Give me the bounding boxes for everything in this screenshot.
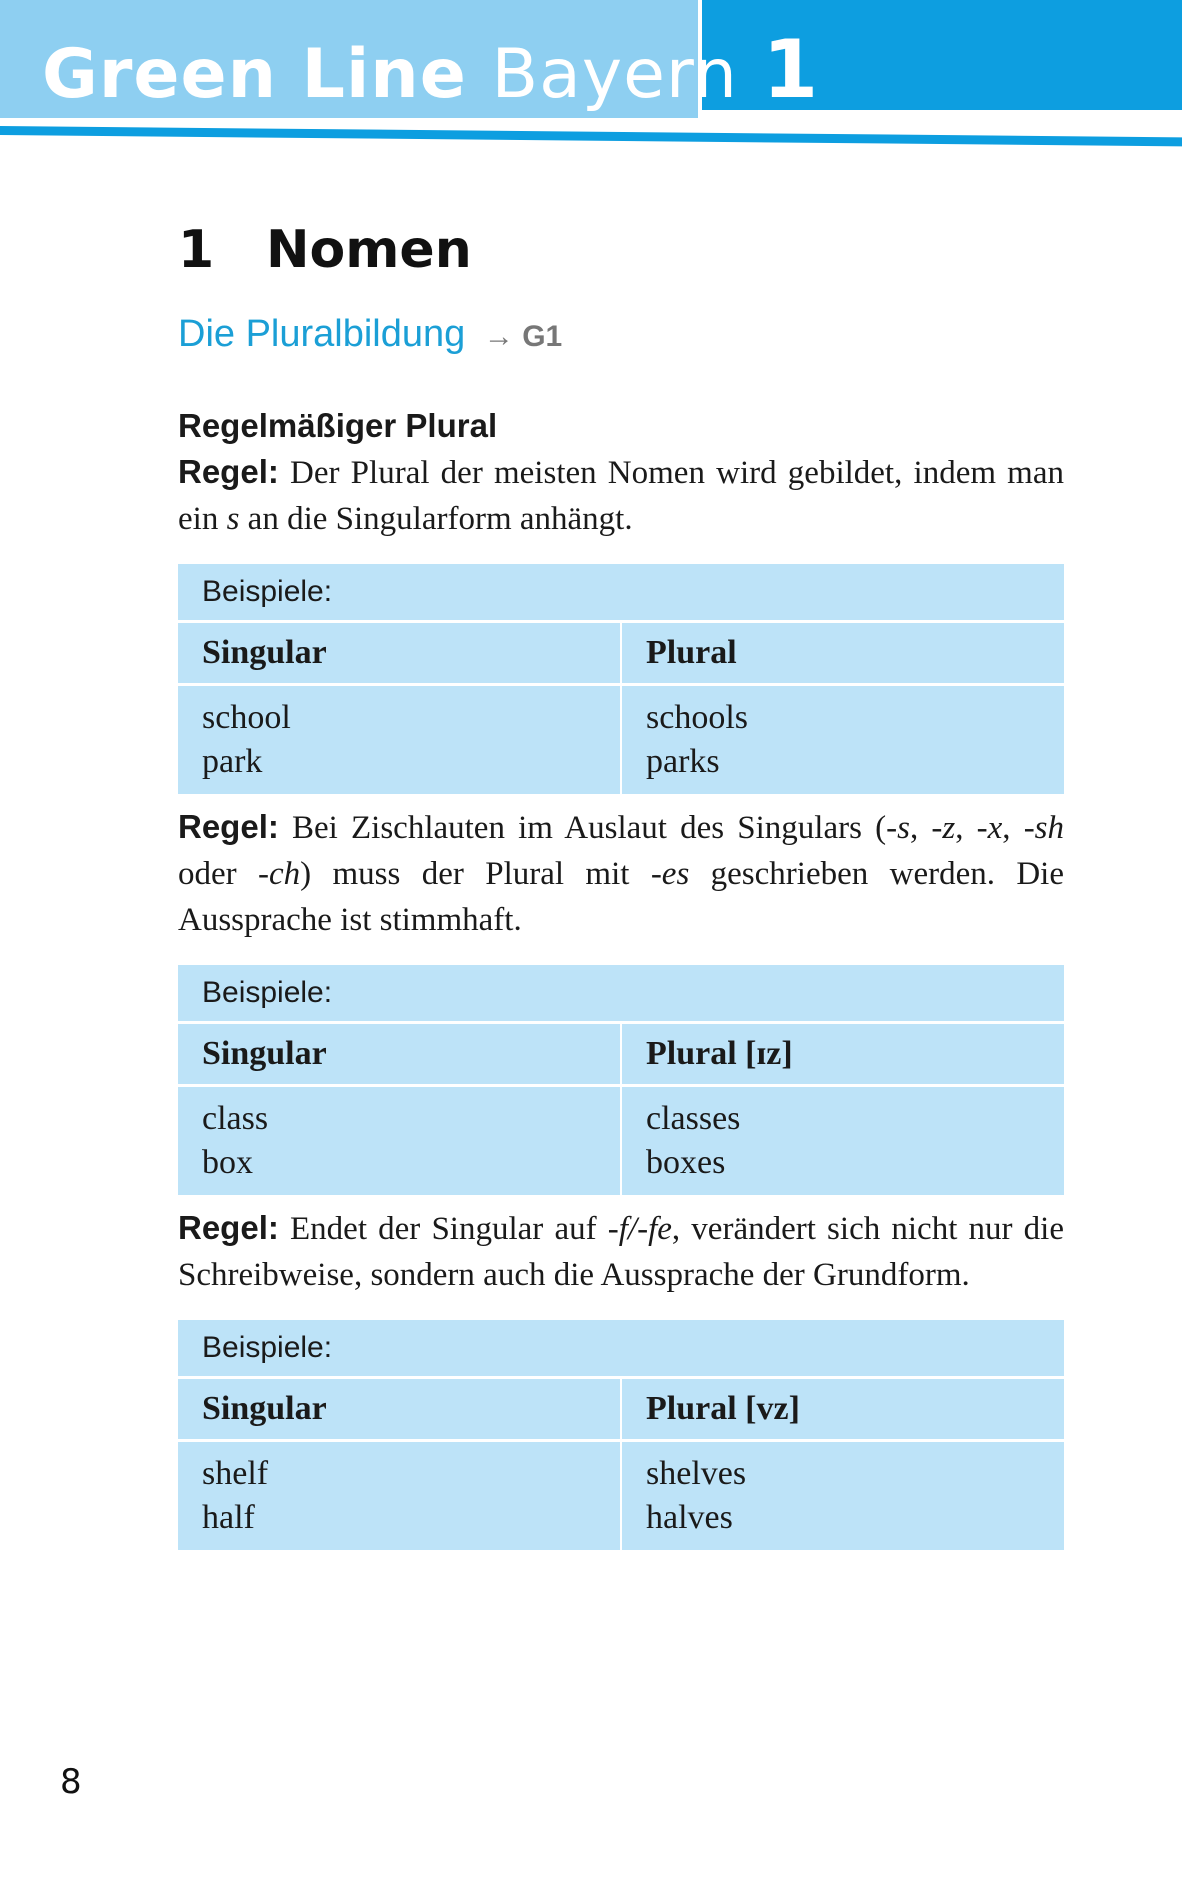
plural-cell <box>622 686 1064 794</box>
example-label: Beispiele: <box>178 564 1064 623</box>
series-title-light: Bayern <box>491 35 738 114</box>
rule-text-run: Der Plural der meisten Nomen wird gebildet, indem man ein <box>178 455 1064 537</box>
rule-text-italic: -es <box>650 856 690 892</box>
example-table <box>178 564 1064 794</box>
subsection-title: Regelmäßiger Plural <box>178 407 498 444</box>
example-grid <box>178 1379 1064 1550</box>
rule-label: Regel: <box>178 453 279 490</box>
rule-text-italic: -s <box>886 810 910 846</box>
plural-cell <box>622 1442 1064 1550</box>
example-grid <box>178 623 1064 794</box>
singular-word: class <box>202 1100 269 1137</box>
rule-label: Regel: <box>178 1209 279 1246</box>
example-grid <box>178 1024 1064 1195</box>
plural-word: schools <box>646 699 748 736</box>
rule-text-run: Endet der Singular auf <box>278 1211 608 1247</box>
rule-text <box>178 455 1064 537</box>
rule-paragraph <box>178 804 1064 943</box>
rule-text <box>178 1211 1064 1293</box>
page-content <box>178 210 1064 1550</box>
rule-text-italic: -x <box>976 810 1003 846</box>
plural-word: shelves <box>646 1455 747 1492</box>
column-header-singular: Singular <box>178 1379 620 1442</box>
singular-word: box <box>202 1144 253 1181</box>
rule-text-run: an die Singularform anhängt. <box>239 501 633 537</box>
rule-text-italic: -z <box>931 810 956 846</box>
rule-text-run: , <box>955 810 977 846</box>
grammar-reference-code: G1 <box>522 320 563 353</box>
rule-text-italic: -sh <box>1023 810 1065 846</box>
arrow-right-icon: → <box>483 320 514 353</box>
rule-label: Regel: <box>178 808 279 845</box>
chapter-name: Nomen <box>266 220 472 280</box>
plural-word: classes <box>646 1100 741 1137</box>
series-number: 1 <box>762 23 820 116</box>
page-number: 8 <box>60 1762 82 1802</box>
rule-text-run: geschrieben werden. Die Aussprache ist stimmhaft. <box>178 856 1065 938</box>
column-header-plural: Plural <box>622 623 1064 686</box>
rule-text-italic: s <box>226 501 240 537</box>
example-table <box>178 965 1064 1195</box>
singular-cell <box>178 686 620 794</box>
section-title <box>178 308 1064 363</box>
rule-text-run: , <box>1002 810 1024 846</box>
example-label: Beispiele: <box>178 1320 1064 1379</box>
chapter-number: 1 <box>178 220 215 280</box>
column-header-singular: Singular <box>178 1024 620 1087</box>
example-table <box>178 1320 1064 1550</box>
rule-paragraph <box>178 1205 1064 1298</box>
plural-word: boxes <box>646 1144 726 1181</box>
rule-text <box>178 810 1064 938</box>
rule-text-run: ) muss der Plural mit <box>300 856 651 892</box>
rule-text-run: , <box>909 810 932 846</box>
singular-cell <box>178 1087 620 1195</box>
singular-cell <box>178 1442 620 1550</box>
column-header-singular: Singular <box>178 623 620 686</box>
section-title-text: Die Pluralbildung <box>178 313 466 355</box>
series-title <box>42 22 819 123</box>
grammar-reference <box>484 320 562 353</box>
singular-word: half <box>202 1499 255 1536</box>
rule-text-run: , verändert sich nicht nur die Schreibweise, sondern auch die Aussprache der Grundform. <box>178 1211 1064 1293</box>
series-title-bold: Green Line <box>42 35 467 114</box>
plural-word: parks <box>646 743 720 780</box>
rule-text-italic: -f/-fe <box>607 1211 672 1247</box>
column-header-plural: Plural [vz] <box>622 1379 1064 1442</box>
plural-cell <box>622 1087 1064 1195</box>
singular-word: shelf <box>202 1455 269 1492</box>
header-rule <box>0 126 1182 146</box>
example-label: Beispiele: <box>178 965 1064 1024</box>
singular-word: park <box>202 743 263 780</box>
rule-text-italic: -ch <box>258 856 301 892</box>
rule-paragraph <box>178 449 1064 542</box>
column-header-plural: Plural [ɪz] <box>622 1024 1064 1087</box>
rule-text-run: Bei Zischlauten im Auslaut des Singulars ( <box>278 810 887 846</box>
singular-word: school <box>202 699 291 736</box>
chapter-title <box>178 210 1064 290</box>
plural-word: halves <box>646 1499 733 1536</box>
rule-text-run: oder <box>178 856 259 892</box>
